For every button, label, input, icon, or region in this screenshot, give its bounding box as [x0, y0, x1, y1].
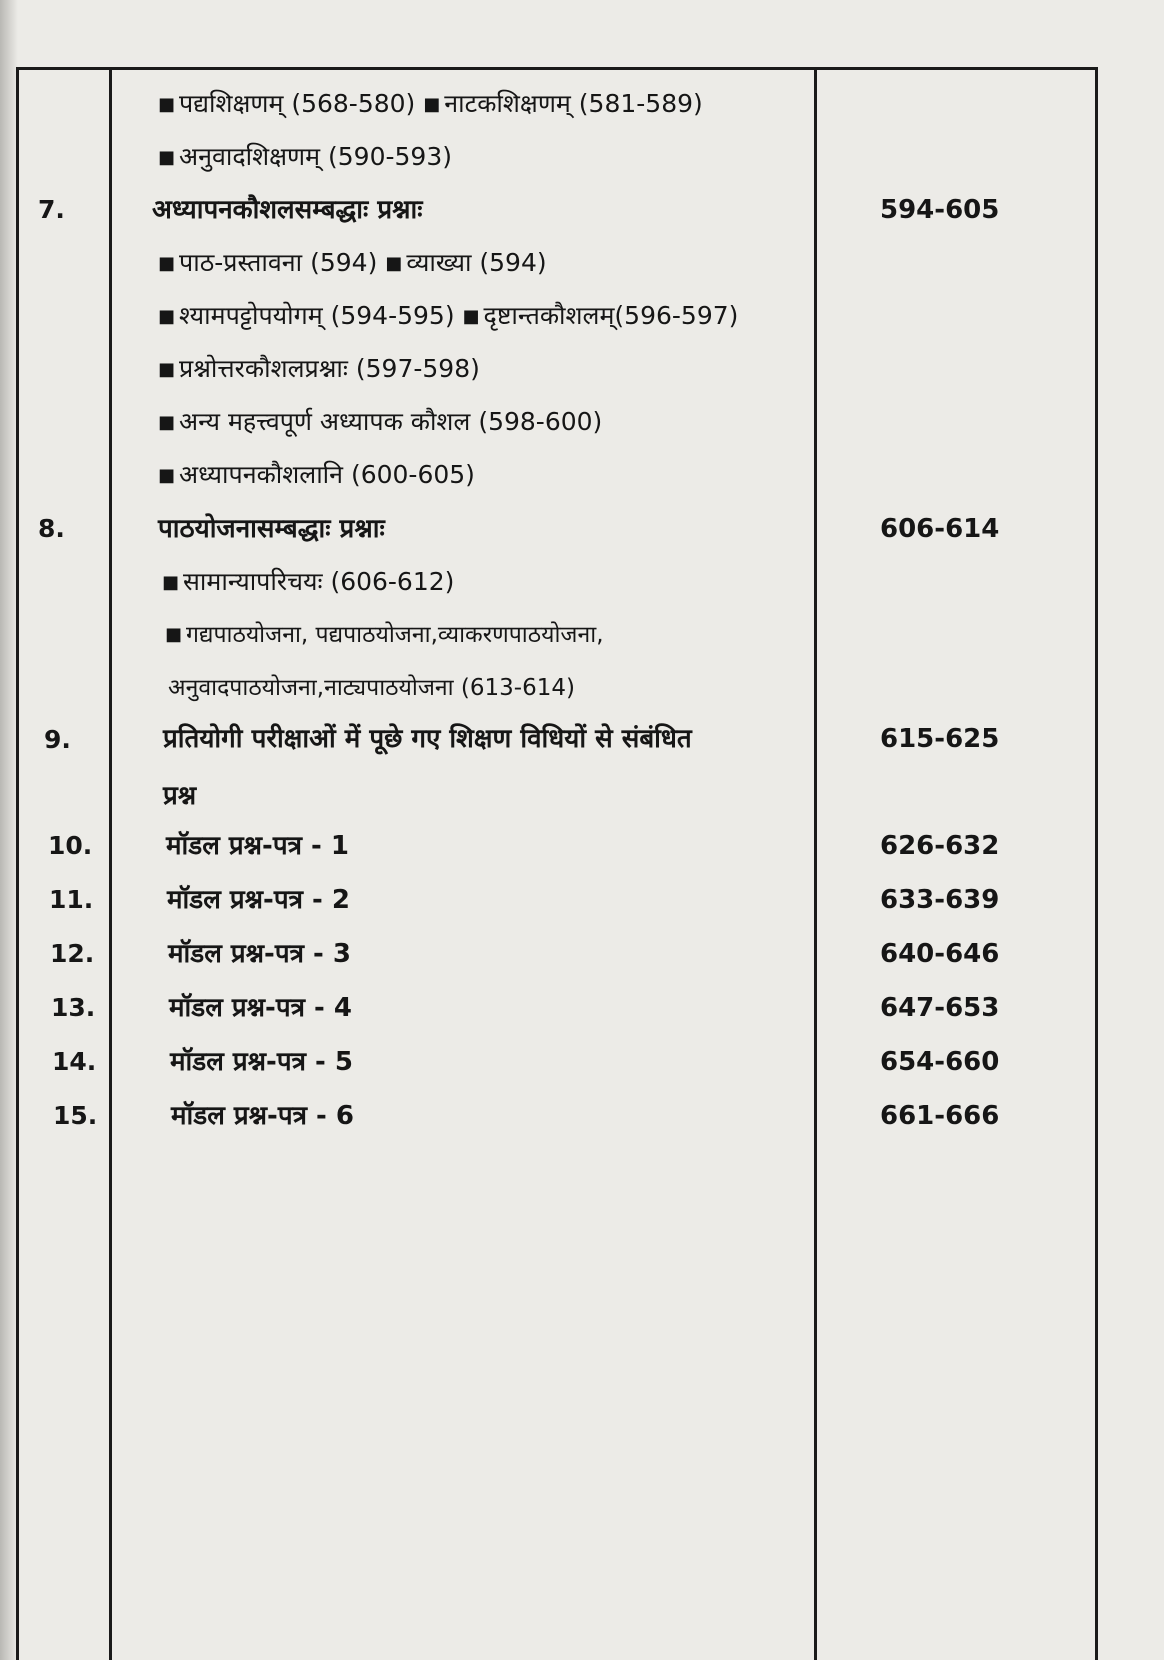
bullet-icon: ■ — [462, 306, 480, 327]
section-title: मॉडल प्रश्न-पत्र - 4 — [169, 993, 352, 1023]
section-title: पाठयोजनासम्बद्धाः प्रश्नाः — [158, 514, 385, 544]
table-row — [0, 1092, 1164, 1140]
bullet-icon: ■ — [162, 572, 180, 593]
table-row — [0, 930, 1164, 978]
page-range: 661-666 — [880, 1101, 1000, 1131]
page-range: 594-605 — [880, 195, 1000, 225]
bullet-icon: ■ — [158, 253, 176, 274]
subitem-text: अनुवादपाठयोजना,नाट्यपाठयोजना (613-614) — [168, 675, 575, 701]
section-number: 10. — [48, 831, 93, 860]
table-row — [0, 984, 1164, 1032]
subitem-line — [158, 398, 818, 447]
section-number: 13. — [51, 993, 96, 1022]
subitem-text: सामान्यापरिचयः (606-612) — [183, 567, 455, 596]
subitem-text: व्याख्या (594) — [406, 248, 547, 277]
subitem-line — [158, 451, 818, 500]
subitem-line — [158, 345, 818, 394]
table-top-border — [16, 67, 1098, 70]
page-range: 640-646 — [880, 939, 1000, 969]
subitem-line — [168, 664, 828, 712]
page-range: 606-614 — [880, 514, 1000, 544]
subitem-text: श्यामपट्टोपयोगम् (594-595) — [179, 301, 455, 330]
section-title: प्रतियोगी परीक्षाओं में पूछे गए शिक्षण विधियों से संबंधित प्रश्न — [163, 724, 692, 811]
page-range: 633-639 — [880, 885, 1000, 915]
subitem-text: अनुवादशिक्षणम् (590-593) — [179, 142, 452, 171]
section-number: 7. — [38, 195, 65, 224]
section-number: 12. — [50, 939, 95, 968]
section-title: मॉडल प्रश्न-पत्र - 6 — [171, 1101, 354, 1131]
section-title: मॉडल प्रश्न-पत्र - 5 — [170, 1047, 353, 1077]
section-title: मॉडल प्रश्न-पत्र - 1 — [166, 831, 349, 861]
table-row — [0, 186, 1164, 234]
bullet-icon: ■ — [385, 253, 403, 274]
bullet-icon: ■ — [158, 465, 176, 486]
section-number: 9. — [44, 725, 71, 754]
bullet-icon: ■ — [165, 624, 183, 645]
subitem-line — [158, 133, 818, 182]
section-number: 11. — [49, 885, 94, 914]
subitem-text: प्रश्नोत्तरकौशलप्रश्नाः (597-598) — [179, 354, 480, 383]
subitem-text: नाटकशिक्षणम् (581-589) — [444, 89, 703, 118]
table-row — [0, 505, 1164, 553]
section-title: अध्यापनकौशलसम्बद्धाः प्रश्नाः — [152, 195, 423, 225]
section-number: 15. — [53, 1101, 98, 1130]
page-range: 647-653 — [880, 993, 1000, 1023]
section-title: मॉडल प्रश्न-पत्र - 3 — [168, 939, 351, 969]
subitem-text: गद्यपाठयोजना, पद्यपाठयोजना,व्याकरणपाठयोजना, — [186, 622, 604, 648]
bullet-icon: ■ — [158, 412, 176, 433]
page-range: 654-660 — [880, 1047, 1000, 1077]
section-title: मॉडल प्रश्न-पत्र - 2 — [167, 885, 350, 915]
page-range: 626-632 — [880, 831, 1000, 861]
subitem-text: दृष्टान्तकौशलम्(596-597) — [483, 301, 739, 330]
subitem-line — [158, 292, 818, 341]
subitem-line — [165, 611, 825, 659]
table-row — [0, 876, 1164, 924]
subitem-text: पद्यशिक्षणम् (568-580) — [179, 89, 416, 118]
subitem-line — [158, 239, 818, 288]
bullet-icon: ■ — [158, 147, 176, 168]
subitem-text: अन्य महत्त्वपूर्ण अध्यापक कौशल (598-600) — [179, 407, 603, 436]
subitem-text: अध्यापनकौशलानि (600-605) — [179, 460, 475, 489]
bullet-icon: ■ — [158, 306, 176, 327]
subitem-line — [158, 80, 818, 129]
page-range: 615-625 — [880, 724, 1000, 754]
bullet-icon: ■ — [423, 94, 441, 115]
section-number: 8. — [38, 514, 65, 543]
section-number: 14. — [52, 1047, 97, 1076]
bullet-icon: ■ — [158, 94, 176, 115]
table-row — [0, 711, 1164, 825]
table-row — [0, 822, 1164, 870]
subitem-text: पाठ-प्रस्तावना (594) — [179, 248, 378, 277]
subitem-line — [162, 558, 822, 607]
bullet-icon: ■ — [158, 359, 176, 380]
table-row — [0, 1038, 1164, 1086]
